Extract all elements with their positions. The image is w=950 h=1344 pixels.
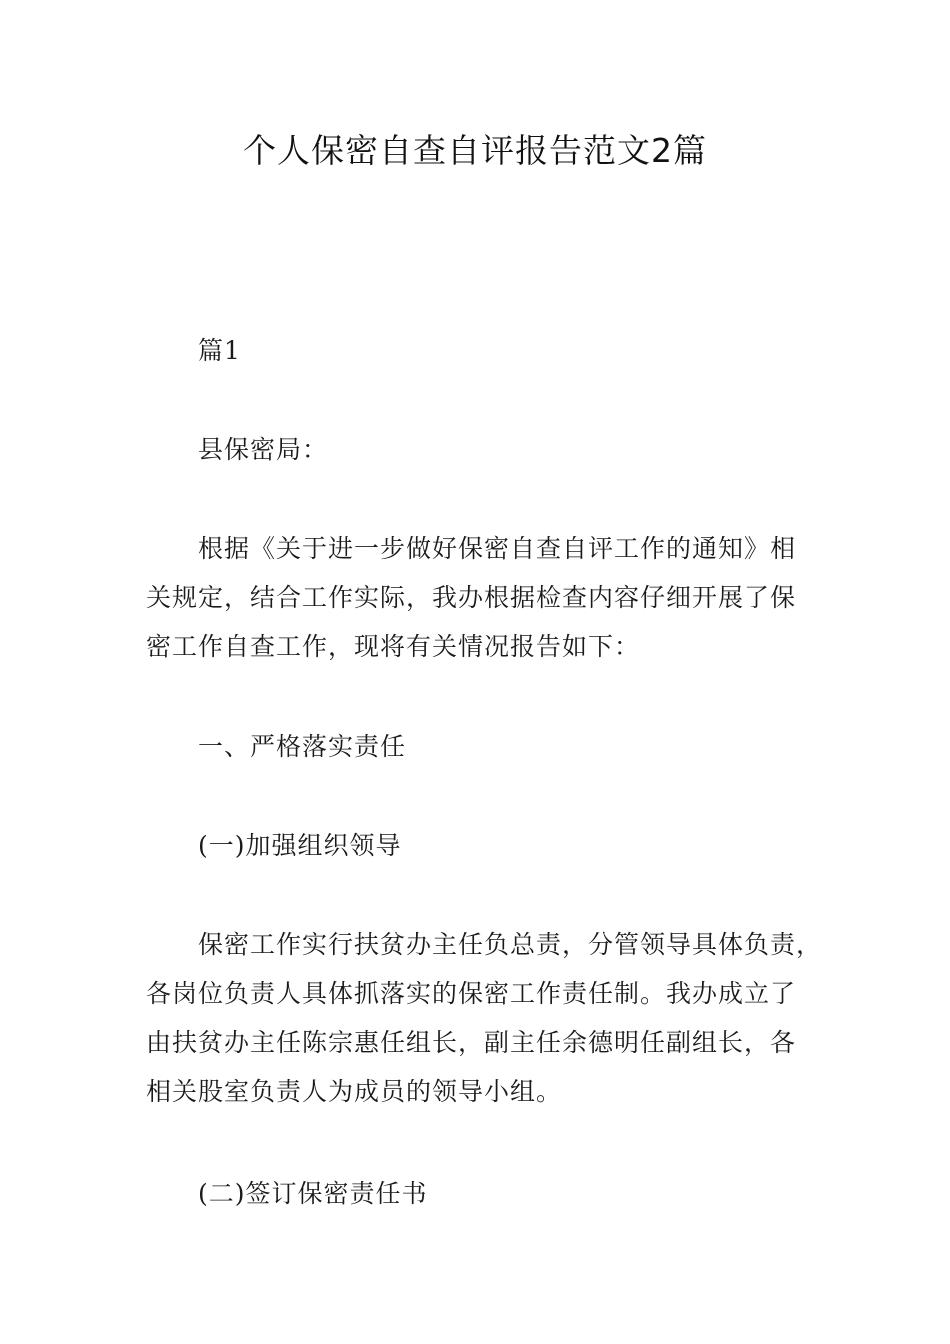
addressee: 县保密局： [198,435,329,464]
paragraph-intro [146,524,846,671]
paragraph-line: 关规定，结合工作实际，我办根据检查内容仔细开展了保 [146,583,797,612]
subsection-heading: (一)加强组织领导 [198,831,402,860]
paragraph-line: 各岗位负责人具体抓落实的保密工作责任制。我办成立了 [146,979,797,1008]
paragraph-line: 保密工作实行扶贫办主任负总责，分管领导具体负责， [198,930,823,959]
paragraph-organization [146,920,846,1116]
paragraph-line: 相关股室负责人为成员的领导小组。 [146,1077,563,1106]
paragraph-line: 由扶贫办主任陈宗惠任组长，副主任余德明任副组长，各 [146,1028,797,1057]
section-label: 篇1 [198,336,241,365]
paragraph-line: 根据《关于进一步做好保密自查自评工作的通知》相 [198,534,797,563]
paragraph-line: 密工作自查工作，现将有关情况报告如下： [146,632,641,661]
subsection-heading: (二)签订保密责任书 [198,1179,428,1208]
section-heading: 一、严格落实责任 [198,732,407,761]
document-title: 个人保密自查自评报告范文2篇 [243,131,707,170]
